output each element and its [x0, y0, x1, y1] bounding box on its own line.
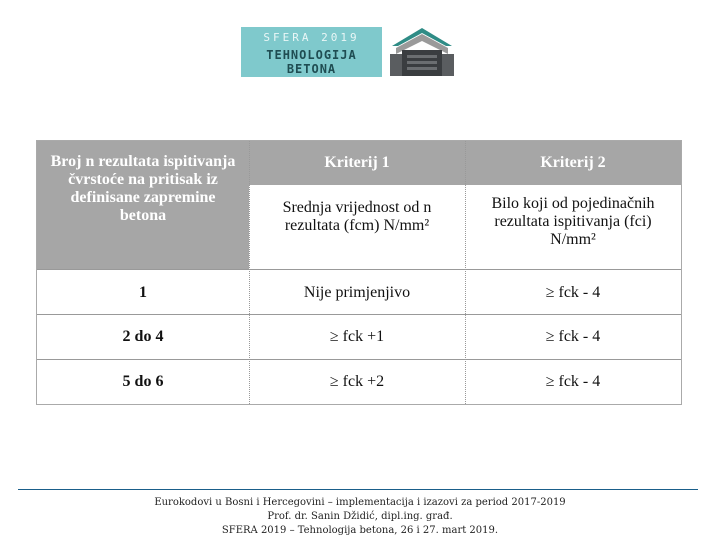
column-divider [465, 141, 466, 404]
column-divider [249, 141, 250, 404]
table-row-1-n: 1 [139, 284, 147, 301]
header-kriterij-2-label: Kriterij 2 [540, 154, 606, 171]
row-divider [37, 269, 681, 270]
header-sample-count [37, 141, 249, 269]
subheader-mean-value-label: Srednja vrijednost od n rezultata (fcm) N/mm² [282, 199, 432, 234]
building-logo-icon [386, 24, 458, 78]
header-sample-count-label: Broj n rezultata ispitivanja čvrstoće na pritisak iz definisane zapremine betona [50, 153, 236, 224]
table-row-3-kriterij-2: ≥ fck - 4 [545, 373, 601, 390]
sfera-logo [241, 27, 382, 77]
table-row-2-n: 2 do 4 [122, 328, 164, 345]
footer [0, 496, 720, 538]
header-kriterij-1-label: Kriterij 1 [324, 154, 390, 171]
footer-line-3: SFERA 2019 – Tehnologija betona, 26 i 27. mart 2019. [221, 525, 499, 536]
logo-text-tehnologija: TEHNOLOGIJA [266, 48, 357, 62]
table-row-1-kriterij-2: ≥ fck - 4 [545, 284, 601, 301]
table-row-2-kriterij-2: ≥ fck - 4 [545, 328, 601, 345]
footer-line-1: Eurokodovi u Bosni i Hercegovini – implementacija i izazovi za period 2017-2019 [154, 497, 566, 508]
footer-divider [18, 489, 698, 490]
header-kriterij-2 [465, 141, 681, 185]
subheader-individual-value-label: Bilo koji od pojedinačnih rezultata ispitivanja (fci) N/mm² [491, 195, 655, 248]
header-kriterij-1 [249, 141, 465, 185]
subheader-mean-value [249, 185, 465, 269]
table-row-2-kriterij-1: ≥ fck +1 [329, 328, 385, 345]
criteria-table [36, 140, 682, 405]
row-divider [37, 359, 681, 360]
logo-text-betona: BETONA [286, 62, 337, 76]
logo-text-sfera: SFERA 2019 [263, 31, 360, 44]
row-divider [37, 314, 681, 315]
footer-line-2: Prof. dr. Sanin Džidić, dipl.ing. građ. [267, 511, 453, 522]
subheader-individual-value [465, 185, 681, 269]
table-row-3-n: 5 do 6 [122, 373, 164, 390]
table-row-3-kriterij-1: ≥ fck +2 [329, 373, 385, 390]
table-row-1-kriterij-1: Nije primjenjivo [303, 284, 411, 301]
